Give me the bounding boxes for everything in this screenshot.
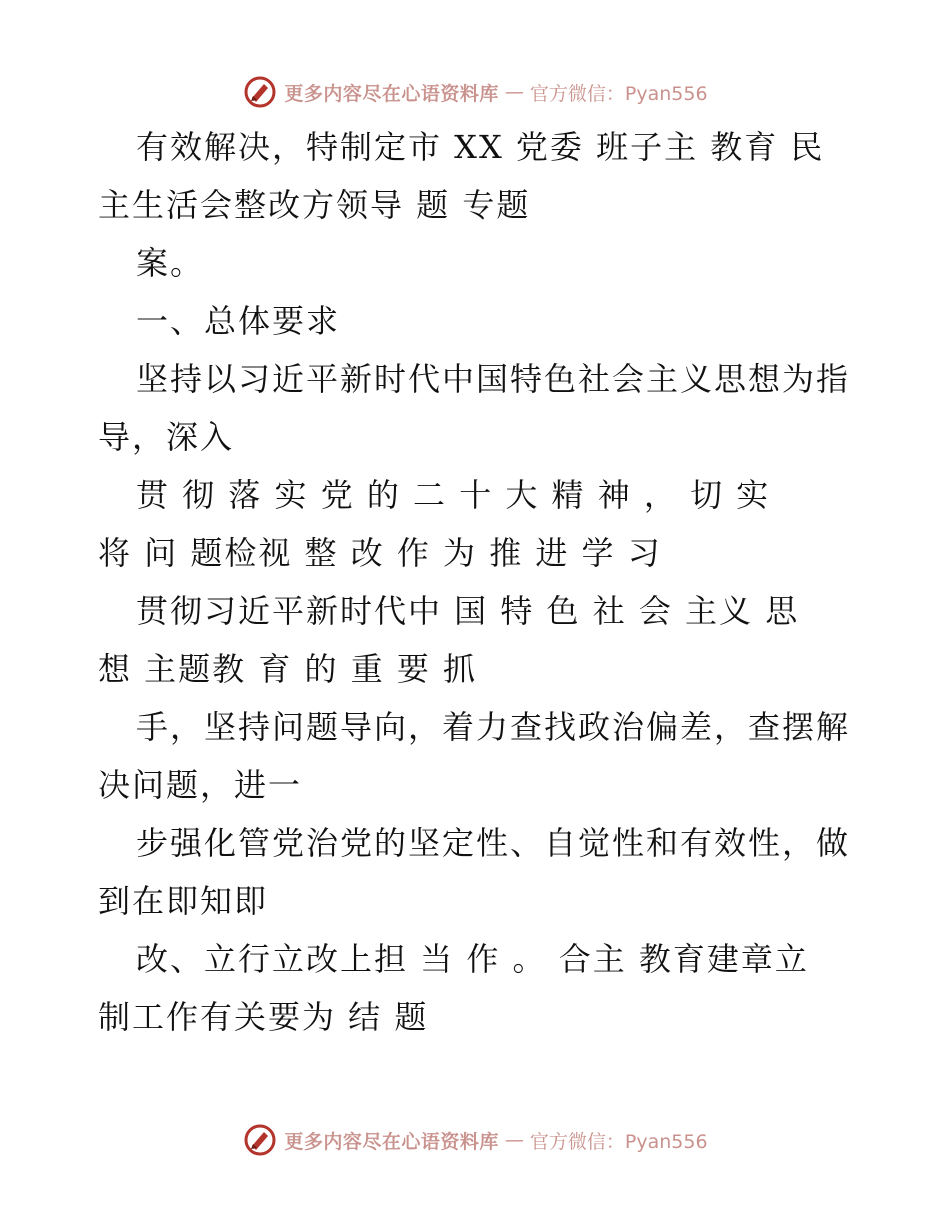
text-line: 主生活会整改方领导 题 专题 (98, 186, 531, 224)
text-line: 坚持以习近平新时代中国特色社会主义思想为指 (136, 360, 851, 398)
text-line: 有效解决，特制定市 XX 党委 班子主 教育 民 (136, 128, 825, 166)
watermark-contact: 官方微信：Pyan556 (529, 1130, 708, 1153)
logo-pen-icon (242, 74, 278, 110)
text-line: 导，深入 (98, 418, 235, 456)
watermark-site-text: 更多内容尽在心语资料库 (284, 1130, 499, 1153)
watermark-site-text: 更多内容尽在心语资料库 (284, 82, 499, 105)
text-line: 改、立行立改上担 当 作 。 合主 教育建章立 (136, 940, 809, 978)
section-heading: 一、总体要求 (136, 302, 341, 340)
watermark-separator: — (504, 81, 524, 103)
text-line: 到在即知即 (98, 882, 269, 920)
watermark-separator: — (504, 1129, 524, 1151)
text-line: 决问题，进一 (98, 766, 303, 804)
text-line: 步强化管党治党的坚定性、自觉性和有效性，做 (136, 824, 851, 862)
text-line: 贯彻习近平新时代中 国 特 色 社 会 主义 思 (136, 592, 800, 630)
watermark-contact: 官方微信：Pyan556 (529, 82, 708, 105)
text-line: 将 问 题检视 整 改 作 为 推 进 学 习 (98, 534, 662, 572)
text-line: 想 主题教 育 的 重 要 抓 (98, 650, 478, 688)
logo-pen-icon (242, 1122, 278, 1158)
footer-watermark (0, 1120, 950, 1160)
text-line: 制工作有关要为 结 题 (98, 998, 429, 1036)
text-line: 案。 (136, 244, 205, 282)
document-body (98, 118, 858, 1046)
header-watermark (0, 72, 950, 112)
text-line: 贯 彻 落 实 党 的 二 十 大 精 神 ， 切 实 (136, 476, 771, 514)
text-line: 手，坚持问题导向，着力查找政治偏差，查摆解 (136, 708, 851, 746)
